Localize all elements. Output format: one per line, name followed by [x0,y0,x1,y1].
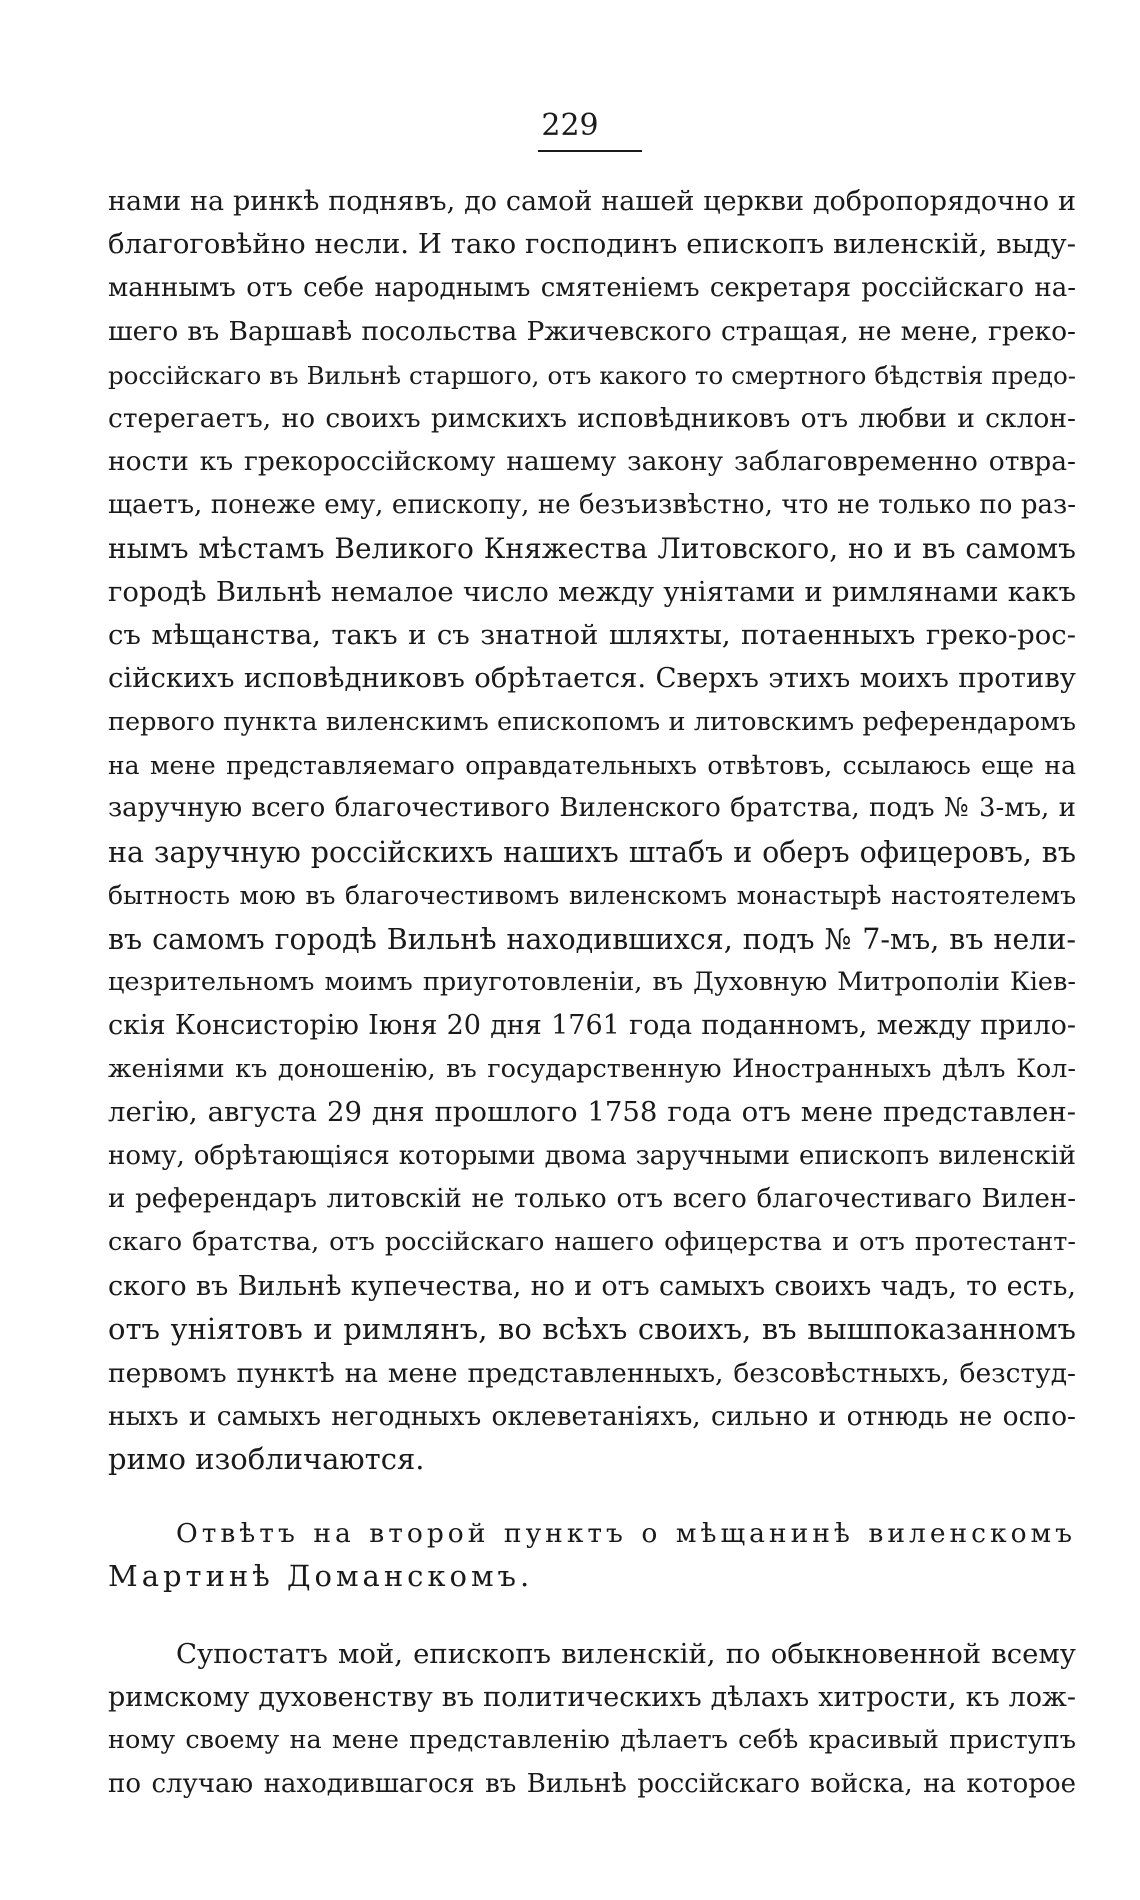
text-line: первомъ пунктѣ на мене представленныхъ, безсовѣстныхъ, безстуд- [108,1357,1076,1389]
text-line: по случаю находившагося въ Вильнѣ россійскаго войска, на которое [108,1768,1076,1799]
text-line: шего въ Варшавѣ посольства Ржичевского стращая, не мене, греко- [108,316,1076,348]
text-line: съ мѣщанства, такъ и съ знатной шляхты, потаенныхъ греко-рос- [108,618,1076,651]
text-line: и референдаръ литовскій не только отъ всего благочестиваго Вилен- [108,1183,1076,1214]
text-line: ского въ Вильнѣ купечества, но и отъ самыхъ своихъ чадъ, то есть, [108,1270,1076,1302]
text-line: россійскаго въ Вильнѣ старшого, отъ какого то смертного бѣдствія предо- [108,360,1076,390]
text-line: нымъ мѣстамъ Великого Княжества Литовского, но и въ самомъ [108,532,1076,566]
paragraph-2 [108,1633,1076,1807]
text-line: благоговѣйно несли. И тако господинъ епископъ виленскій, выду- [108,228,1076,261]
heading-line: Отвѣтъ на второй пунктъ о мѣщанинѣ виленскомъ [176,1517,1076,1549]
text-line: ности къ грекороссійскому нашему закону заблаговременно отвра- [108,446,1076,478]
text-line: женіями къ доношенію, въ государственную Иностранныхъ дѣлъ Кол- [108,1053,1076,1084]
text-line: римо изобличаются. [108,1442,425,1477]
body-text [108,180,1076,1806]
text-line: ныхъ и самыхъ негодныхъ оклеветаніяхъ, сильно и отнюдь не оспо- [108,1400,1076,1432]
text-line: маннымъ отъ себе народнымъ смятеніемъ секретаря россійскаго на- [108,272,1076,303]
page-number: 229 [541,108,599,143]
text-line: легію, августа 29 дня прошлого 1758 года отъ мене представлен- [108,1096,1076,1129]
text-line: Супостатъ мой, епископъ виленскій, по обыкновенной всему [176,1637,1076,1670]
paragraph-1 [108,180,1076,1482]
text-line: на мене представляемаго оправдательныхъ отвѣтовъ, ссылаюсь еще на [108,751,1076,781]
text-line: нами на ринкѣ поднявъ, до самой нашей церкви добропорядочно и [108,186,1076,217]
text-line: скаго братства, отъ россійскаго нашего офицерства и отъ протестант- [108,1227,1076,1258]
text-line: бытность мою въ благочестивомъ виленскомъ монастырѣ настоятелемъ [108,881,1076,911]
text-line: отъ уніятовъ и римлянъ, во всѣхъ своихъ, въ вышпоказанномъ [108,1312,1076,1347]
section-heading [108,1512,1076,1599]
heading-line: Мартинѣ Доманскомъ. [108,1559,534,1594]
text-line: ному своему на мене представленію дѣлаетъ себѣ красивый приступъ [108,1725,1076,1756]
text-line: стерегаетъ, но своихъ римскихъ исповѣдниковъ отъ любви и склон- [108,402,1076,434]
text-line: скія Консисторію Іюня 20 дня 1761 года поданномъ, между прило- [108,1010,1076,1042]
paragraph-gap [108,1482,1076,1512]
text-line: городѣ Вильнѣ немалое число между уніятами и римлянами какъ [108,575,1076,608]
text-line: на заручную россійскихъ нашихъ штабъ и оберъ офицеровъ, въ [108,835,1076,869]
text-line: римскому духовенству въ политическихъ дѣлахъ хитрости, къ лож- [108,1681,1076,1713]
text-line: щаетъ, понеже ему, епископу, не безъизвѣстно, что не только по раз- [108,489,1076,520]
text-line: ному, обрѣтающіяся которыми двома заручными епископъ виленскій [108,1140,1076,1171]
text-line: въ самомъ городѣ Вильнѣ находившихся, подъ № 7-мъ, въ нели- [108,922,1076,956]
paragraph-gap [108,1599,1076,1633]
page-number-rule [538,150,642,152]
text-line: сійскихъ исповѣдниковъ обрѣтается. Сверхъ этихъ моихъ противу [108,662,1076,695]
text-line: заручную всего благочестивого Виленского братства, подъ № 3-мъ, и [108,793,1076,824]
text-line: цезрительномъ моимъ приуготовленіи, въ Духовную Митрополіи Кіев- [108,967,1076,998]
text-line: первого пункта виленскимъ епископомъ и литовскимъ референдаромъ [108,706,1076,737]
